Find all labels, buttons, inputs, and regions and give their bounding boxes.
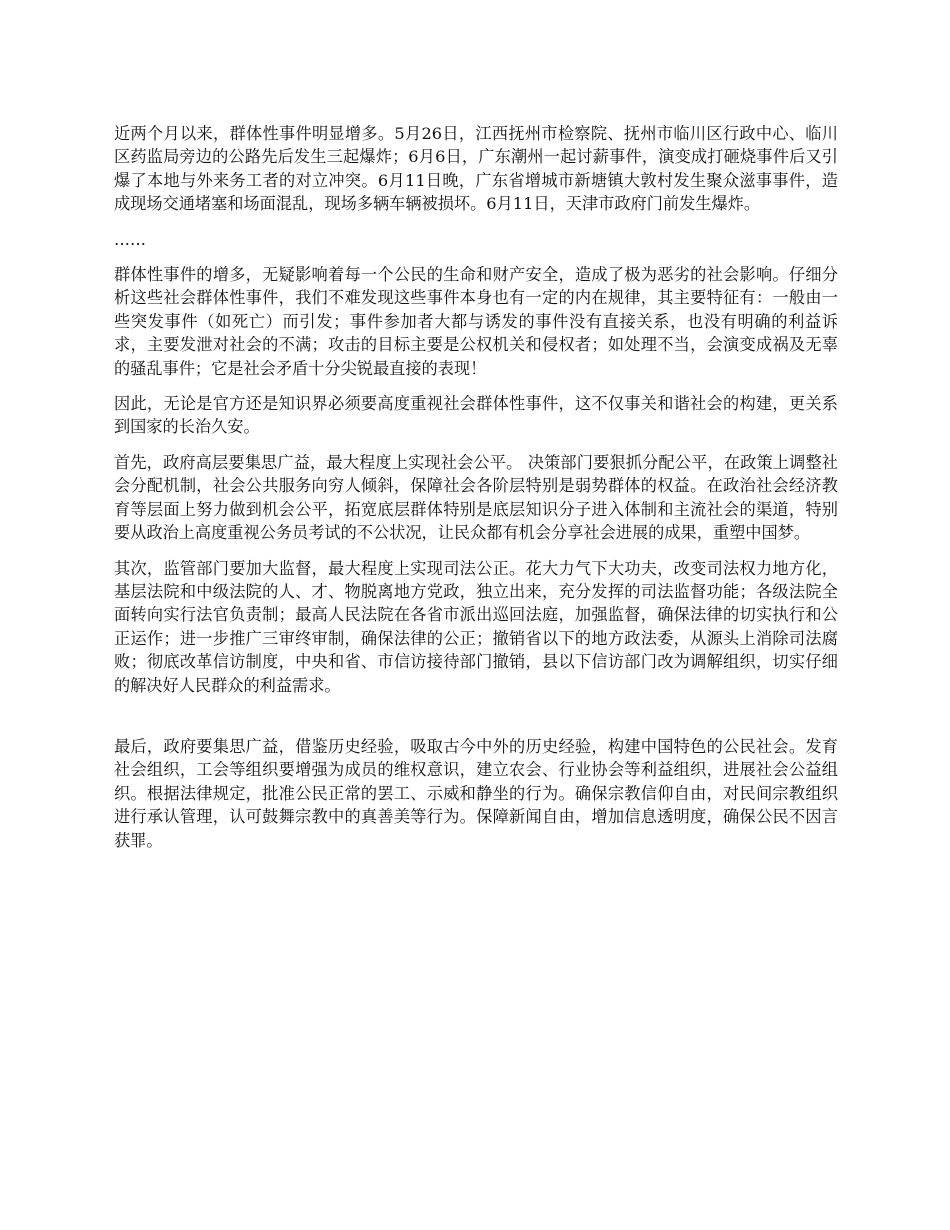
paragraph-first-measure: 首先，政府高层要集思广益，最大程度上实现社会公平。 决策部门要狠抓分配公平，在政策上调整社会分配机制，社会公共服务向穷人倾斜，保障社会各阶层特别是弱势群体的权益。在政治社会经济教育等层面上努力做到机会公平，拓宽底层群体特别是底层知识分子进入体制和主流社会的渠道，特别要从政治上高度重视公务员考试的不公状况，让民众都有机会分享社会进展的成果，重塑中国梦。 xyxy=(114,452,838,543)
paragraph-gap xyxy=(114,709,838,735)
paragraph-impact-analysis: 群体性事件的增多，无疑影响着每一个公民的生命和财产安全，造成了极为恶劣的社会影响。仔细分析这些社会群体性事件，我们不难发现这些事件本身也有一定的内在规律，其主要特征有：一般由一些突发事件（如死亡）而引发；事件参加者大都与诱发的事件没有直接关系，也没有明确的利益诉求，主要发泄对社会的不满；攻击的目标主要是公权机关和侵权者；如处理不当，会演变成祸及无辜的骚乱事件；它是社会矛盾十分尖锐最直接的表现！ xyxy=(114,265,838,378)
paragraph-second-measure: 其次，监管部门要加大监督，最大程度上实现司法公正。花大力气下大功夫，改变司法权力地方化，基层法院和中级法院的人、才、物脱离地方党政，独立出来，充分发挥的司法监督功能；各级法院全面转向实行法官负责制；最高人民法院在各省市派出巡回法庭，加强监督，确保法律的切实执行和公正运作；进一步推广三审终审制，确保法律的公正；撤销省以下的地方政法委，从源头上消除司法腐败；彻底改革信访制度，中央和省、市信访接待部门撤销，县以下信访部门改为调解组织，切实仔细的解决好人民群众的利益需求。 xyxy=(114,558,838,695)
document-body xyxy=(114,122,838,864)
paragraph-importance: 因此，无论是官方还是知识界必须要高度重视社会群体性事件，这不仅事关和谐社会的构建，更关系到国家的长治久安。 xyxy=(114,394,838,437)
paragraph-intro-events: 近两个月以来，群体性事件明显增多。5月26日，江西抚州市检察院、抚州市临川区行政中心、临川区药监局旁边的公路先后发生三起爆炸；6月6日，广东潮州一起讨薪事件，演变成打砸烧事件后又引爆了本地与外来务工者的对立冲突。6月11日晚，广东省增城市新塘镇大敦村发生聚众滋事事件，造成现场交通堵塞和场面混乱，现场多辆车辆被损坏。6月11日，天津市政府门前发生爆炸。 xyxy=(114,124,838,214)
ellipsis-separator: …… xyxy=(114,229,146,249)
paragraph-final-measure: 最后，政府要集思广益，借鉴历史经验，吸取古今中外的历史经验，构建中国特色的公民社会。发育社会组织，工会等组织要增强为成员的维权意识，建立农会、行业协会等利益组织，进展社会公益组织。根据法律规定，批准公民正常的罢工、示威和静坐的行为。确保宗教信仰自由，对民间宗教组织进行承认管理，认可鼓舞宗教中的真善美等行为。保障新闻自由，增加信息透明度，确保公民不因言获罪。 xyxy=(114,736,838,850)
